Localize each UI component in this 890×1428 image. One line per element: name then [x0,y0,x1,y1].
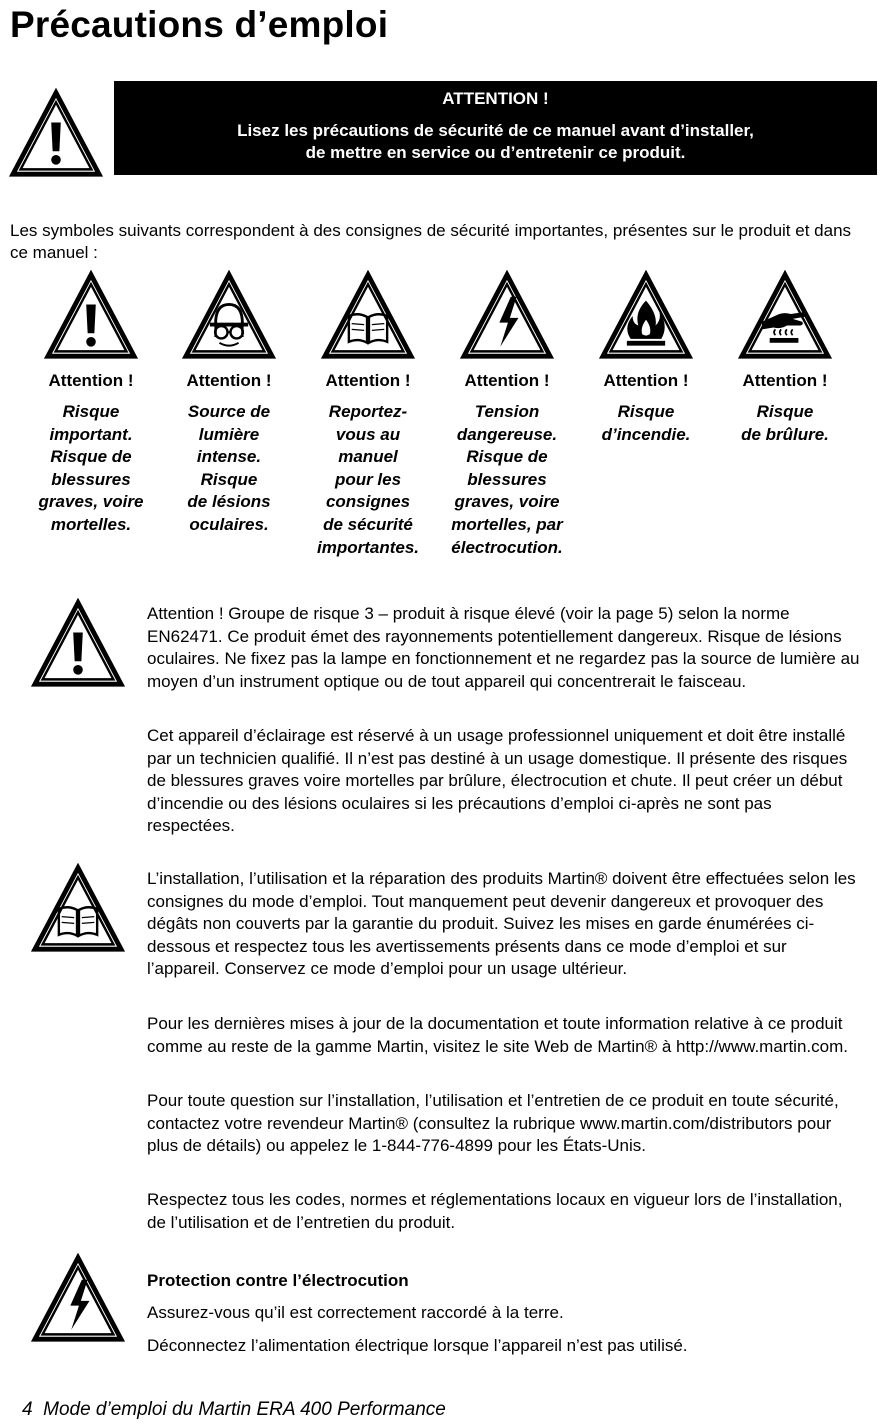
page-footer: 4 Mode d’emploi du Martin ERA 400 Performance [22,1399,446,1420]
symbol-label: Attention ! [603,371,689,390]
hot-surface-icon [737,270,833,360]
electrocution-heading: Protection contre l’électrocution [147,1271,409,1290]
exclamation-warning-icon [8,88,104,178]
fire-icon [598,270,694,360]
attention-banner [114,81,877,175]
symbol-description: Tension dangereuse. Risque de blessures graves, voire mortelles, par électrocution. [451,402,563,557]
exclamation-warning-icon [30,598,126,688]
regulations-paragraph: Respectez tous les codes, normes et réglementations locaux en vigueur lors de l’installation, de l’utilisation et de l’entretien du produit. [147,1190,843,1232]
installation-paragraph: L’installation, l’utilisation et la réparation des produits Martin® doivent être effectuées selon les consignes du mode d’emploi. Tout manquement peut devenir dangereux et provoquer des dégâts non couverts par la garantie du produit. Suivez les mises en garde énumérées ci-dessous et respectez tous les avertissements présents dans ce mode d’emploi et sur l’appareil. Conservez ce mode d’emploi pour un usage ultérieur. [147,869,856,979]
grounding-paragraph: Assurez-vous qu’il est correctement raccordé à la terre. [147,1303,564,1322]
documentation-paragraph: Pour les dernières mises à jour de la documentation et toute information relative à ce produit comme au reste de la gamme Martin, visitez le site Web de Martin® à http://www.martin.com. [147,1014,848,1056]
symbol-description: Risque d’incendie. [601,402,691,444]
page-title: Précautions d’emploi [10,4,389,45]
symbol-label: Attention ! [48,371,134,390]
electric-shock-icon [459,270,555,360]
intro-text: Les symboles suivants correspondent à des consignes de sécurité importantes, présentes sur le produit et dans ce manuel : [10,221,852,262]
electric-shock-icon [30,1253,126,1343]
symbol-description: Source de lumière intense. Risque de lésions oculaires. [187,402,271,534]
exclamation-warning-icon [43,270,139,360]
symbol-description: Risque de brûlure. [741,402,829,444]
manual-book-icon [320,270,416,360]
symbol-label: Attention ! [186,371,272,390]
risk-group-paragraph: Attention ! Groupe de risque 3 – produit à risque élevé (voir la page 5) selon la norme EN62471. Ce produit émet des rayonnements potentiellement dangereux. Risque de lésions oculaires. Ne fixez pas la lampe en fonctionnement et ne regardez pas la source de lumière au moyen d’un instrument optique ou de tout appareil qui concentrerait le faisceau. [147,604,860,691]
banner-line-2: de mettre en service ou d’entretenir ce produit. [305,143,686,162]
banner-line-1: Lisez les précautions de sécurité de ce manuel avant d’installer, [237,121,754,140]
symbol-column-light [154,270,304,537]
symbol-column-manual [293,270,443,559]
symbol-column-fire [571,270,721,446]
symbol-label: Attention ! [325,371,411,390]
symbol-description: Reportez- vous au manuel pour les consignes de sécurité importantes. [316,402,420,557]
professional-use-paragraph: Cet appareil d’éclairage est réservé à un usage professionnel uniquement et doit être installé par un technicien qualifié. Il n’est pas destiné à un usage domestique. Il présente des risques de blessures graves voire mortelles par brûlure, électrocution et chute. Il peut créer un début d’incendie ou des lésions oculaires si les précautions d’emploi ci-après ne sont pas respectées. [147,726,848,836]
eye-protection-icon [181,270,277,360]
symbol-column-general [16,270,166,537]
manual-book-icon [30,863,126,953]
symbol-label: Attention ! [742,371,828,390]
symbol-column-voltage [432,270,582,559]
symbol-description: Risque important. Risque de blessures graves, voire mortelles. [38,402,144,534]
banner-title: ATTENTION ! [442,89,549,108]
symbol-column-hot-surface [710,270,860,446]
disconnect-paragraph: Déconnectez l’alimentation électrique lorsque l’appareil n’est pas utilisé. [147,1336,688,1355]
contact-paragraph: Pour toute question sur l’installation, l’utilisation et l’entretien de ce produit en toute sécurité, contactez votre revendeur Martin® (consultez la rubrique www.martin.com/distributors pour plus de détails) ou appelez le 1-844-776-4899 pour les États-Unis. [147,1091,839,1156]
symbol-label: Attention ! [464,371,550,390]
